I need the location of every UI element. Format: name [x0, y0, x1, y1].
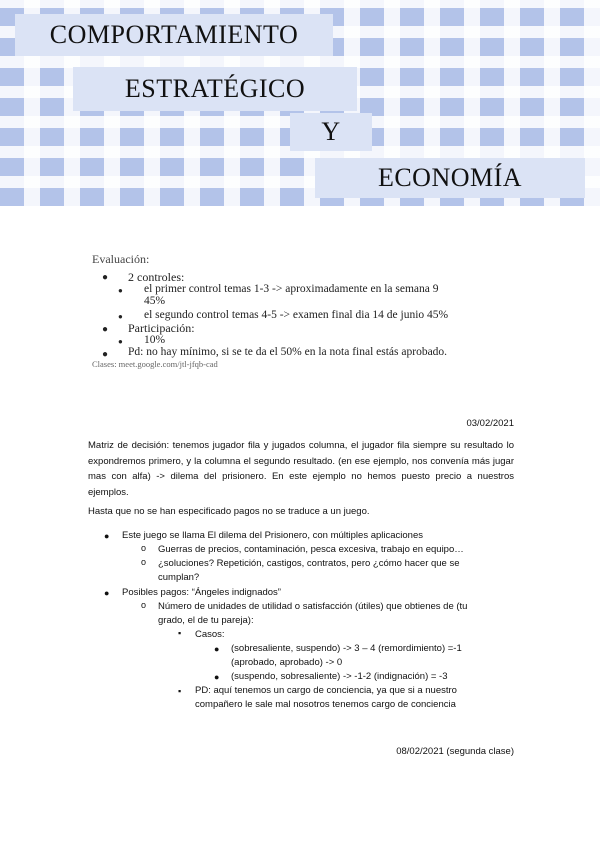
bullet-icon: ●: [214, 644, 220, 654]
bullet-icon: ●: [118, 312, 123, 321]
list-subitem: (sobresaliente, suspendo) -> 3 – 4 (remordimiento) =-1: [231, 643, 462, 654]
list-subitem-cont: grado, el de tu pareja):: [158, 615, 254, 626]
evaluation-subitem: el primer control temas 1-3 -> aproximadamente en la semana 9: [144, 283, 439, 295]
paragraph: Matriz de decisión: tenemos jugador fila y jugados columna, el jugador fila siempre su resultado lo expondremos primero, y la columna el segundo resultado. (en ese ejemplo, nos convenía más jugar mas con alfa) -> dilema del prisionero. En este ejemplo no hemos puesto precio a nuestros ejemplos.: [88, 440, 514, 498]
title-line-4: ECONOMÍA: [315, 158, 585, 198]
circle-bullet-icon: o: [141, 543, 147, 553]
circle-bullet-icon: o: [141, 557, 147, 567]
evaluation-subitem: el segundo control temas 4-5 -> examen final dia 14 de junio 45%: [144, 309, 449, 321]
title-banner: [0, 0, 600, 206]
square-bullet-icon: ▪: [178, 628, 182, 638]
bullet-icon: ●: [102, 324, 109, 335]
list-subitem-cont: (aprobado, aprobado) -> 0: [231, 657, 343, 668]
list-item: Posibles pagos: “Ángeles indignados”: [122, 587, 281, 598]
list-item: Este juego se llama El dilema del Prisionero, con múltiples aplicaciones: [122, 530, 423, 541]
title-line-2: ESTRATÉGICO: [73, 67, 357, 111]
circle-bullet-icon: o: [141, 600, 147, 610]
date-heading: 03/02/2021: [466, 418, 514, 429]
date-heading: 08/02/2021 (segunda clase): [396, 746, 514, 757]
list-subitem: (suspendo, sobresaliente) -> -1-2 (indignación) = -3: [231, 671, 448, 682]
title-line-3: Y: [290, 113, 372, 151]
paragraph: Hasta que no se han especificado pagos no se traduce a un juego.: [88, 506, 370, 517]
list-subitem: Guerras de precios, contaminación, pesca excesiva, trabajo en equipo…: [158, 544, 464, 555]
evaluation-subitem: 10%: [144, 334, 166, 346]
bullet-icon: ●: [104, 531, 110, 541]
evaluation-snippet: [88, 252, 528, 372]
bullet-icon: ●: [118, 337, 123, 346]
list-subitem: Casos:: [195, 629, 225, 640]
evaluation-subitem-cont: 45%: [144, 295, 166, 307]
bullet-icon: ●: [102, 349, 109, 360]
evaluation-item: 2 controles:: [128, 270, 185, 284]
list-subitem: ¿soluciones? Repetición, castigos, contratos, pero ¿cómo hacer que se: [158, 558, 460, 569]
bullet-icon: ●: [104, 588, 110, 598]
evaluation-item: Pd: no hay mínimo, si se te da el 50% en la nota final estás aprobado.: [128, 346, 448, 358]
list-subitem: PD: aquí tenemos un cargo de conciencia, ya que si a nuestro: [195, 685, 457, 696]
evaluation-heading: Evaluación:: [92, 252, 150, 266]
square-bullet-icon: ▪: [178, 686, 182, 696]
bullet-icon: ●: [102, 272, 109, 283]
bullet-icon: ●: [214, 672, 220, 682]
list-subitem-cont: compañero le sale mal nosotros tenemos cargo de conciencia: [195, 699, 456, 710]
list-subitem: Número de unidades de utilidad o satisfacción (útiles) que obtienes de (tu: [158, 601, 468, 612]
classes-link: Clases: meet.google.com/jtl-jfqb-cad: [92, 359, 218, 369]
list-subitem-cont: cumplan?: [158, 572, 200, 583]
title-line-1: COMPORTAMIENTO: [15, 14, 333, 56]
bullet-icon: ●: [118, 286, 123, 295]
evaluation-item: Participación:: [128, 321, 195, 335]
